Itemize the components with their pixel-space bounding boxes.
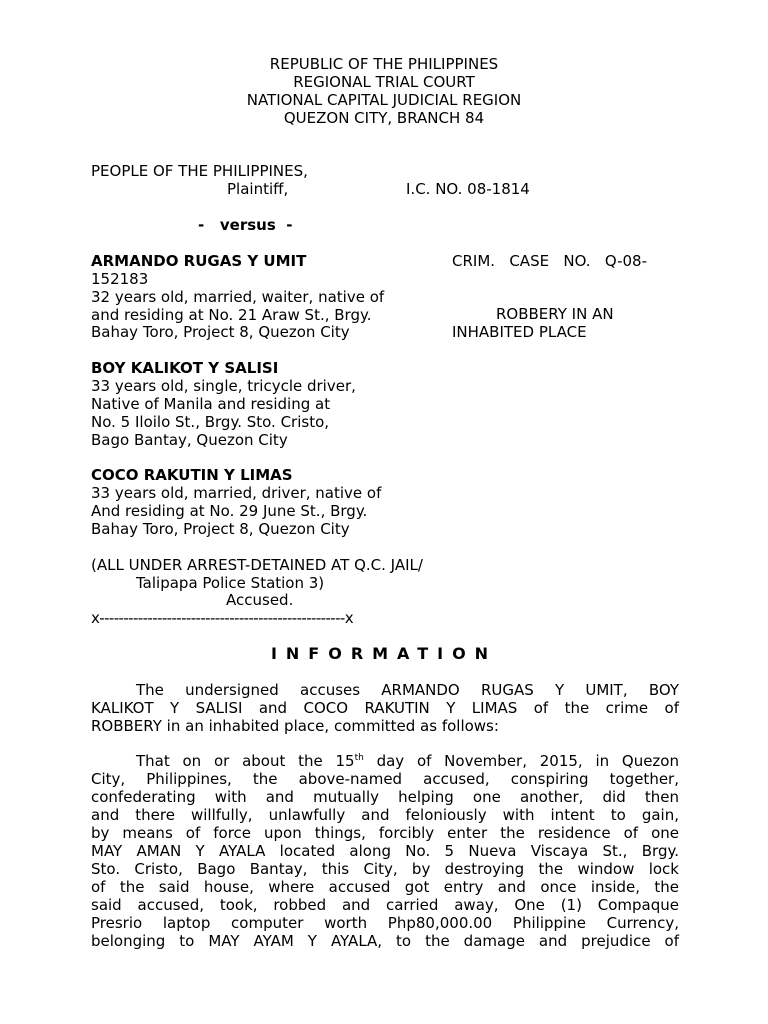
crim-case-number-cont: 152183	[91, 270, 149, 288]
versus-label: - versus -	[198, 216, 293, 234]
para1-line: ROBBERY in an inhabited place, committed as follows:	[91, 717, 499, 735]
offense-line-2: INHABITED PLACE	[452, 323, 587, 341]
accused-3-detail: 33 years old, married, driver, native of	[91, 484, 382, 502]
accused-2-detail: 33 years old, single, tricycle driver,	[91, 377, 356, 395]
accused-2-detail: Native of Manila and residing at	[91, 395, 331, 413]
accused-label: Accused.	[226, 591, 294, 609]
para1-line: The undersigned accuses ARMANDO RUGAS Y UMIT, BOY	[136, 681, 679, 699]
plaintiff-role: Plaintiff,	[227, 180, 289, 198]
para2-line: Presrio laptop computer worth Php80,000.00 Philippine Currency,	[91, 914, 679, 932]
para2-line: belonging to MAY AYAM Y AYALA, to the damage and prejudice of	[91, 932, 679, 950]
para2-line: said accused, took, robbed and carried away, One (1) Compaque	[91, 896, 679, 914]
accused-1-detail: 32 years old, married, waiter, native of	[91, 288, 385, 306]
accused-2-detail: No. 5 Iloilo St., Brgy. Sto. Cristo,	[91, 413, 330, 431]
crim-case-number: CRIM. CASE NO. Q-08-	[452, 252, 647, 270]
para2-line: by means of force upon things, forcibly enter the residence of one	[91, 824, 679, 842]
para2-first-text-rest: day of November, 2015, in Quezon	[363, 752, 679, 770]
para2-line: of the said house, where accused got entry and once inside, the	[91, 878, 679, 896]
header-branch: QUEZON CITY, BRANCH 84	[283, 109, 485, 127]
header-court: REGIONAL TRIAL COURT	[293, 73, 475, 91]
para2-line: and there willfully, unlawfully and feloniously with intent to gain,	[91, 806, 679, 824]
header-region: NATIONAL CAPITAL JUDICIAL REGION	[246, 91, 522, 109]
para2-line: Sto. Cristo, Bago Bantay, this City, by destroying the window lock	[91, 860, 679, 878]
accused-1-detail: and residing at No. 21 Araw St., Brgy.	[91, 306, 372, 324]
accused-1-name: ARMANDO RUGAS Y UMIT	[91, 252, 307, 270]
caption-separator: x---------------------------------------------------x	[91, 609, 353, 627]
accused-2-name: BOY KALIKOT Y SALISI	[91, 359, 279, 377]
para2-line: MAY AMAN Y AYALA located along No. 5 Nueva Viscaya St., Brgy.	[91, 842, 679, 860]
para1-line: KALIKOT Y SALISI and COCO RAKUTIN Y LIMAS of the crime of	[91, 699, 679, 717]
offense-line-1: ROBBERY IN AN	[496, 305, 614, 323]
document-title: INFORMATION	[270, 644, 498, 663]
accused-1-detail: Bahay Toro, Project 8, Quezon City	[91, 323, 350, 341]
para2-first-line	[91, 752, 679, 770]
accused-3-detail: And residing at No. 29 June St., Brgy.	[91, 502, 368, 520]
para2-line: confederating with and mutually helping one another, did then	[91, 788, 679, 806]
para2-first-text: That on or about the 15	[136, 752, 355, 770]
ordinal-suffix: th	[354, 753, 364, 763]
detention-line-1: (ALL UNDER ARREST-DETAINED AT Q.C. JAIL/	[91, 556, 423, 574]
accused-2-detail: Bago Bantay, Quezon City	[91, 431, 288, 449]
para2-line: City, Philippines, the above-named accused, conspiring together,	[91, 770, 679, 788]
ic-number: I.C. NO. 08-1814	[406, 180, 530, 198]
header-republic: REPUBLIC OF THE PHILIPPINES	[269, 55, 499, 73]
accused-3-name: COCO RAKUTIN Y LIMAS	[91, 466, 293, 484]
detention-line-2: Talipapa Police Station 3)	[136, 574, 325, 592]
accused-3-detail: Bahay Toro, Project 8, Quezon City	[91, 520, 350, 538]
plaintiff-name: PEOPLE OF THE PHILIPPINES,	[91, 162, 308, 180]
